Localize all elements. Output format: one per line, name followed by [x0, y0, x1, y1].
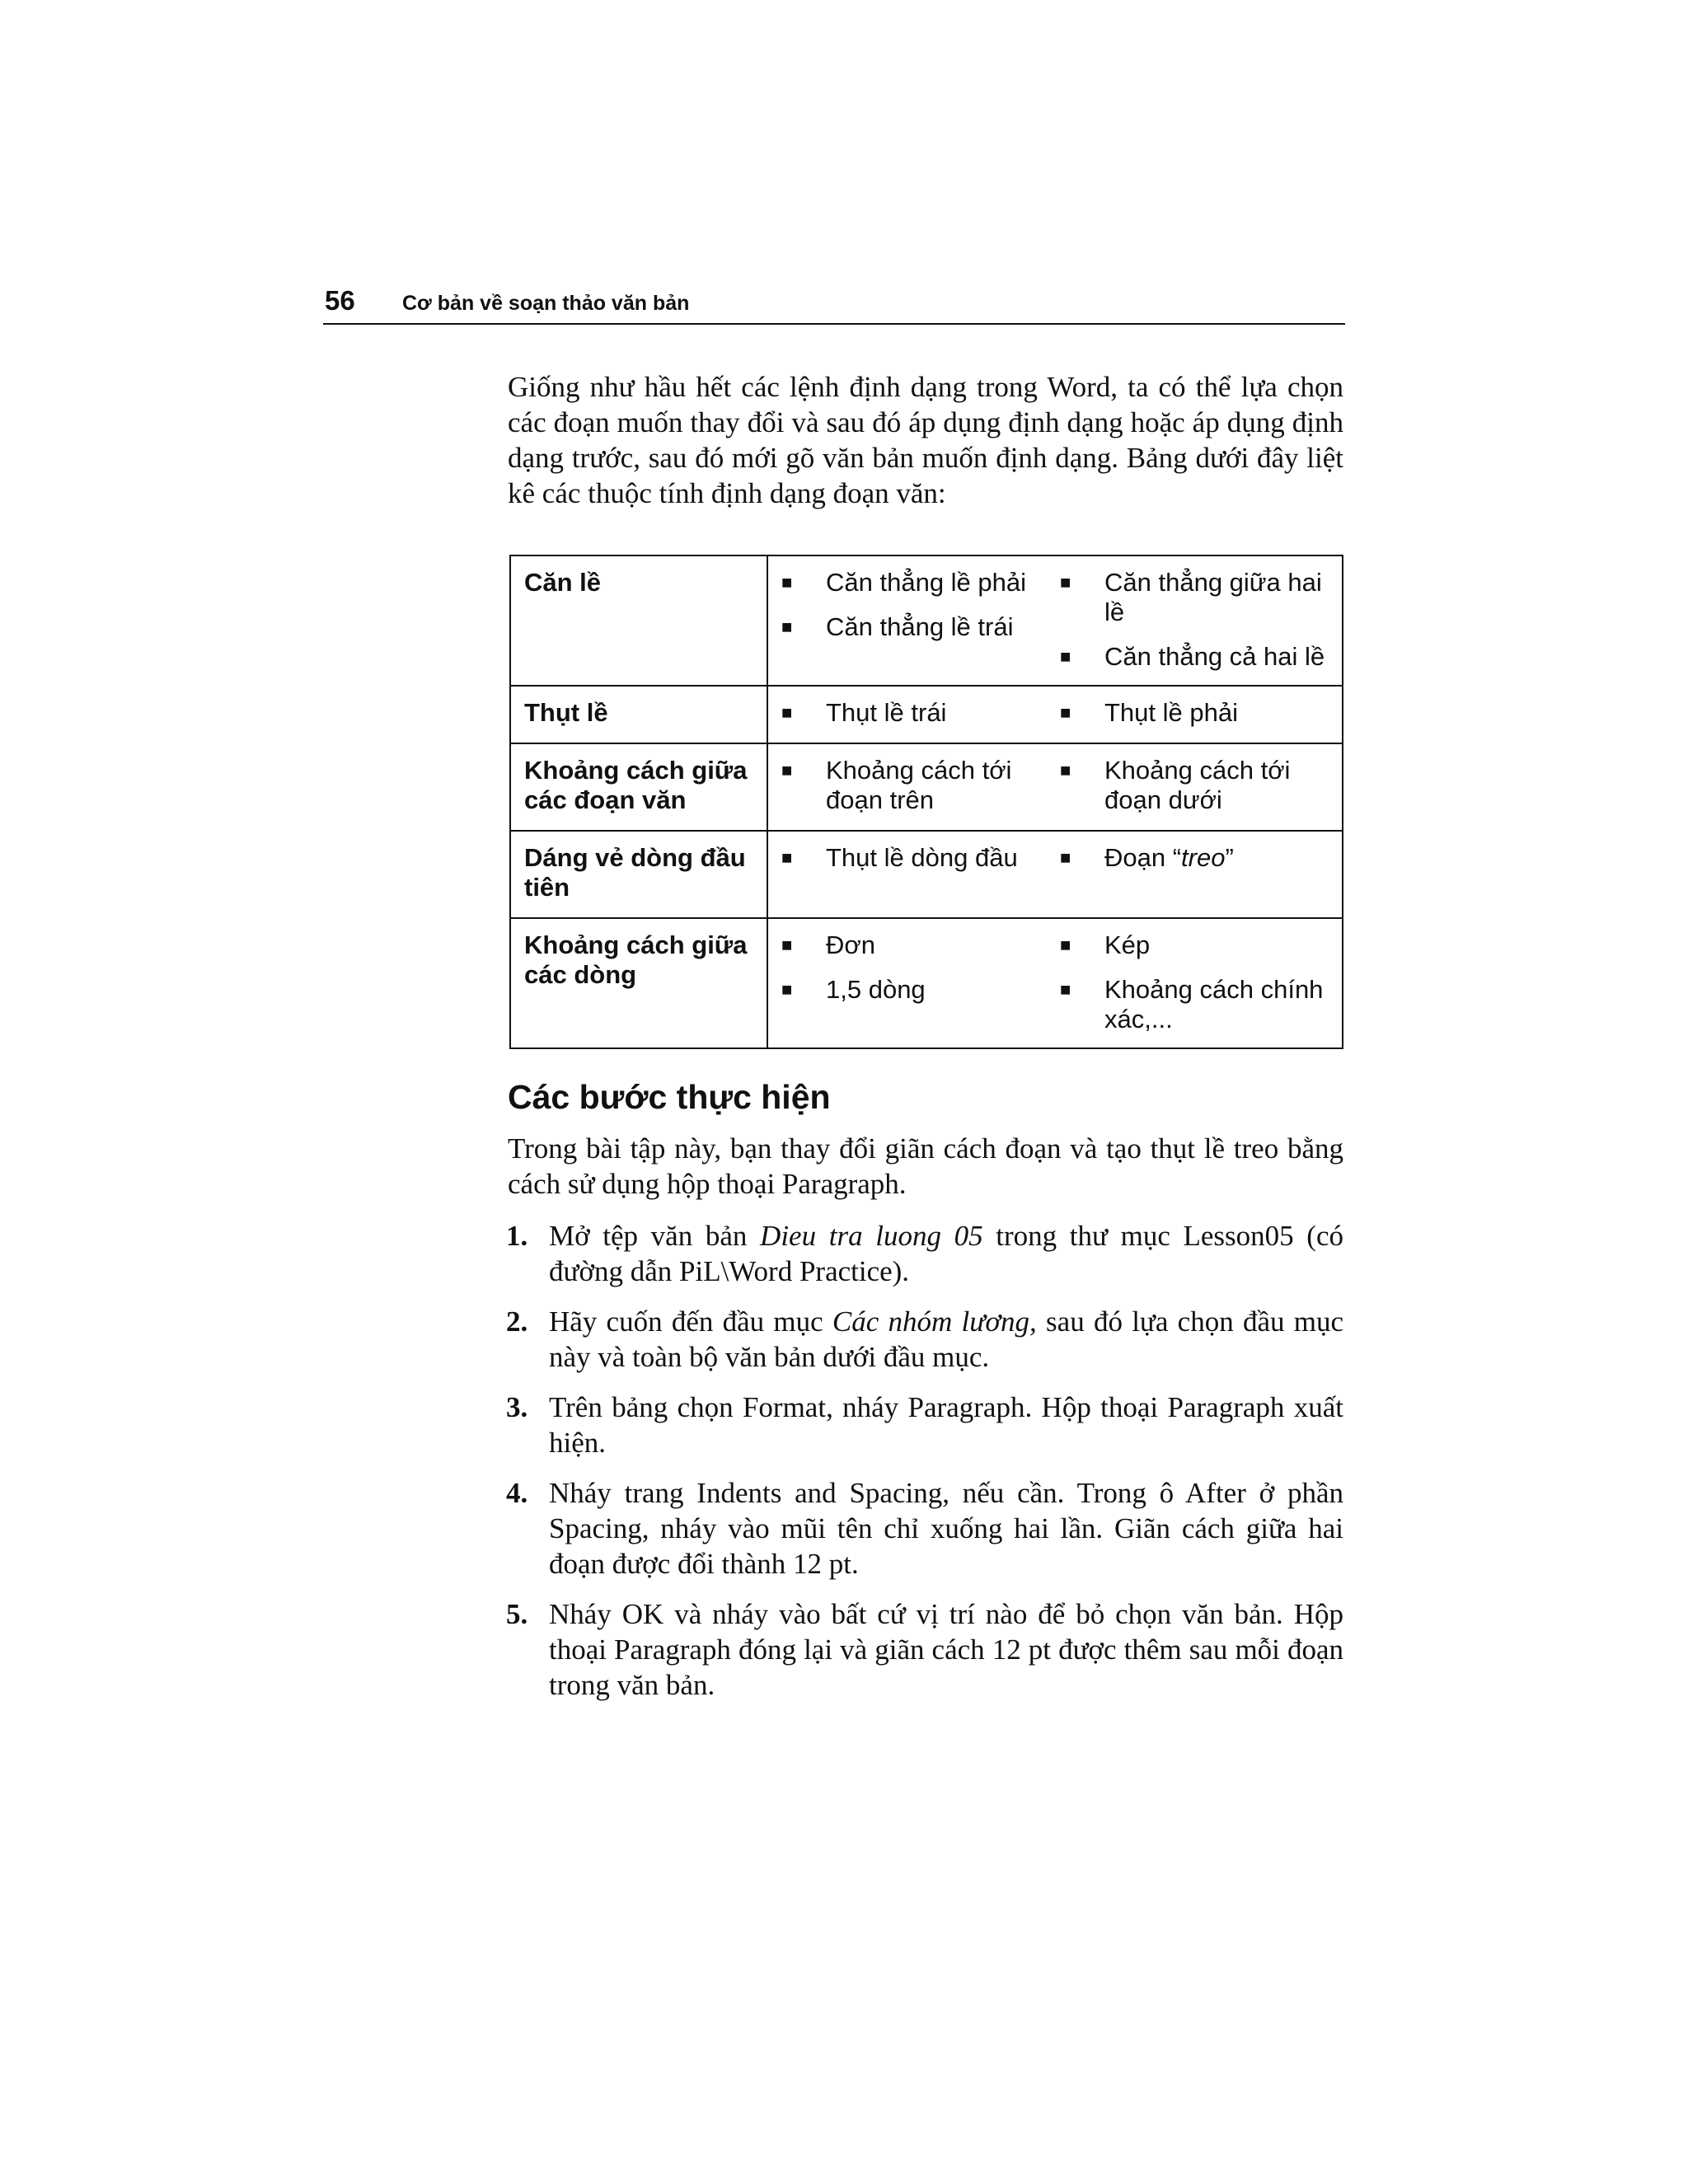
square-bullet-icon: ■ — [1060, 935, 1071, 955]
list-item: ■ 1,5 dòng — [781, 975, 926, 1004]
table-row — [510, 686, 1343, 743]
square-bullet-icon: ■ — [781, 979, 793, 1000]
step-text: Nháy OK và nháy vào bất cứ vị trí nào để bỏ chọn văn bản. Hộp thoại Paragraph đóng lại và giãn cách 12 pt được thêm sau mỗi đoạn trong văn bản. — [549, 1598, 1343, 1701]
step-text: Nháy trang Indents and Spacing, nếu cần. Trong ô After ở phần Spacing, nháy vào mũi tên chỉ xuống hai lần. Giãn cách giữa hai đoạn được đổi thành 12 pt. — [549, 1477, 1343, 1580]
square-bullet-icon: ■ — [781, 702, 793, 723]
options-cell — [767, 743, 1343, 831]
list-item: ■ Khoảng cách tới đoạn trên — [781, 756, 1012, 814]
step-item — [506, 1390, 1343, 1460]
step-item — [506, 1475, 1343, 1582]
square-bullet-icon: ■ — [1060, 702, 1071, 723]
paragraph-format-table — [509, 555, 1343, 1049]
square-bullet-icon: ■ — [1060, 646, 1071, 667]
list-item: ■ Căn thẳng cả hai lề — [1060, 642, 1325, 671]
property-cell: Thụt lề — [510, 686, 767, 743]
list-item: ■ Đoạn “treo” — [1060, 843, 1234, 872]
options-cell — [767, 686, 1343, 743]
property-cell: Khoảng cách giữa các dòng — [510, 918, 767, 1048]
step-number: 4. — [506, 1477, 528, 1509]
square-bullet-icon: ■ — [1060, 847, 1071, 868]
step-number: 2. — [506, 1305, 528, 1338]
options-cell — [767, 918, 1343, 1048]
step-number: 1. — [506, 1220, 528, 1252]
list-item: ■ Kép — [1060, 930, 1151, 959]
table-row — [510, 918, 1343, 1048]
list-item: ■ Căn thẳng lề trái — [781, 612, 1014, 641]
step-number: 5. — [506, 1598, 528, 1630]
list-item: ■ Đơn — [781, 930, 875, 959]
property-cell: Dáng vẻ dòng đầu tiên — [510, 831, 767, 918]
list-item: ■ Căn thẳng lề phải — [781, 568, 1027, 597]
step-item — [506, 1304, 1343, 1375]
page-header — [323, 285, 1345, 325]
list-item: ■ Thụt lề phải — [1060, 698, 1238, 727]
list-item: ■ Căn thẳng giữa hai lề — [1060, 568, 1322, 626]
square-bullet-icon: ■ — [1060, 979, 1071, 1000]
step-text: Trên bảng chọn Format, nháy Paragraph. Hộp thoại Paragraph xuất hiện. — [549, 1391, 1343, 1459]
running-title: Cơ bản về soạn thảo văn bản — [402, 292, 690, 315]
property-cell: Khoảng cách giữa các đoạn văn — [510, 743, 767, 831]
section-heading: Các bước thực hiện — [508, 1078, 831, 1116]
square-bullet-icon: ■ — [781, 760, 793, 780]
steps-list — [506, 1218, 1343, 1718]
intro-paragraph: Giống như hầu hết các lệnh định dạng trong Word, ta có thể lựa chọn các đoạn muốn thay đổi và sau đó áp dụng định dạng hoặc áp dụng định dạng trước, sau đó mới gõ văn bản muốn định dạng. Bảng dưới đây liệt kê các thuộc tính định dạng đoạn văn: — [508, 371, 1343, 509]
property-cell: Căn lề — [510, 555, 767, 686]
exercise-paragraph: Trong bài tập này, bạn thay đổi giãn cách đoạn và tạo thụt lề treo bằng cách sử dụng hộp thoại Paragraph. — [508, 1132, 1343, 1200]
step-text: Mở tệp văn bản Dieu tra luong 05 trong thư mục Lesson05 (có đường dẫn PiL\Word Practice). — [549, 1220, 1343, 1287]
square-bullet-icon: ■ — [781, 935, 793, 955]
list-item: ■ Thụt lề trái — [781, 698, 947, 727]
square-bullet-icon: ■ — [781, 847, 793, 868]
step-item — [506, 1596, 1343, 1703]
options-cell — [767, 555, 1343, 686]
page-number: 56 — [325, 285, 355, 316]
step-number: 3. — [506, 1391, 528, 1423]
square-bullet-icon: ■ — [781, 572, 793, 593]
table-row — [510, 831, 1343, 918]
options-cell — [767, 831, 1343, 918]
square-bullet-icon: ■ — [781, 616, 793, 637]
list-item: ■ Thụt lề dòng đầu — [781, 843, 1018, 872]
table-row — [510, 743, 1343, 831]
list-item: ■ Khoảng cách tới đoạn dưới — [1060, 756, 1291, 814]
step-text: Hãy cuốn đến đầu mục Các nhóm lương, sau đó lựa chọn đầu mục này và toàn bộ văn bản dưới đầu mục. — [549, 1305, 1343, 1373]
step-item — [506, 1218, 1343, 1289]
table-row — [510, 555, 1343, 686]
square-bullet-icon: ■ — [1060, 572, 1071, 593]
list-item: ■ Khoảng cách chính xác,... — [1060, 975, 1324, 1033]
square-bullet-icon: ■ — [1060, 760, 1071, 780]
